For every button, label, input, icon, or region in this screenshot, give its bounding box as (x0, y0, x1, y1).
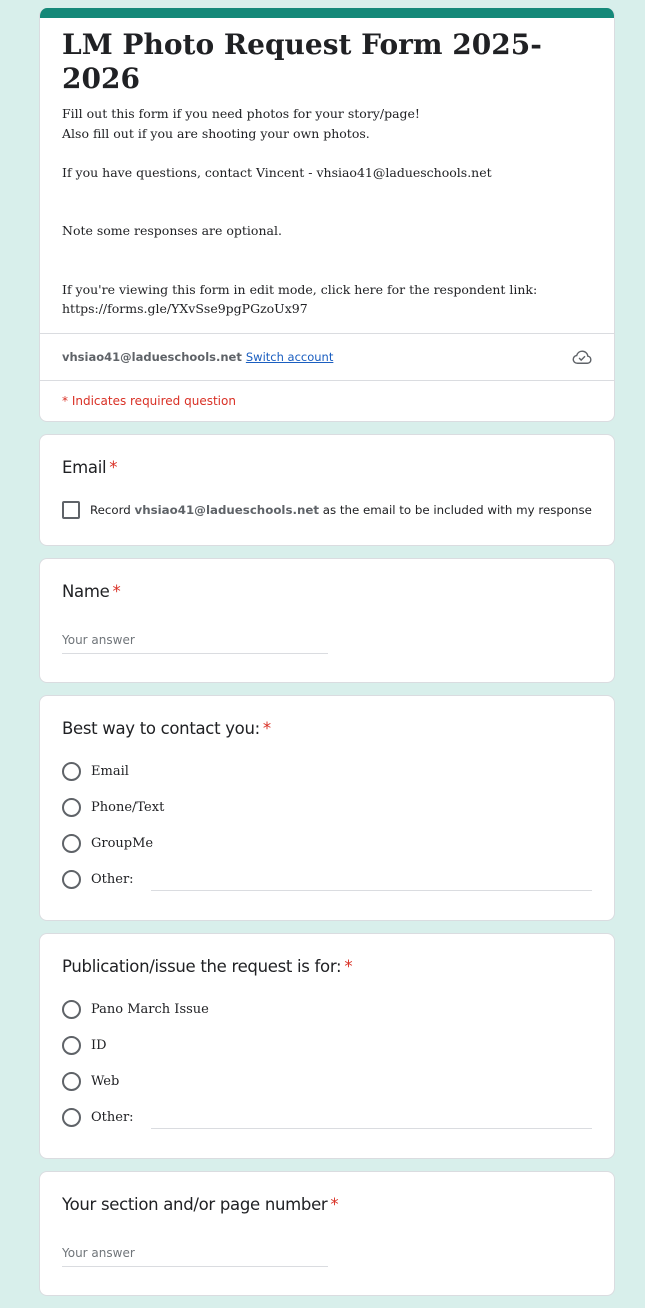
required-star: * (262, 718, 271, 738)
question-title (62, 457, 592, 479)
radio-option-email[interactable] (62, 754, 592, 790)
question-title (62, 1194, 592, 1216)
radio-option-pano[interactable] (62, 992, 592, 1028)
radio-option-id[interactable] (62, 1028, 592, 1064)
record-email-checkbox[interactable] (62, 501, 80, 519)
radio-label: Email (91, 764, 129, 779)
required-star: * (109, 457, 118, 477)
description-line: Fill out this form if you need photos for your story/page! (62, 106, 420, 121)
radio-label: Phone/Text (91, 800, 165, 815)
radio-option-web[interactable] (62, 1064, 592, 1100)
question-title-text: Best way to contact you: (62, 718, 260, 738)
question-title-text: Name (62, 581, 110, 601)
record-email-option[interactable] (62, 501, 592, 519)
radio-button[interactable] (62, 1108, 81, 1127)
description-line: Also fill out if you are shooting your own photos. (62, 125, 370, 141)
switch-account-link[interactable]: Switch account (245, 349, 334, 364)
respondent-link[interactable]: https://forms.gle/YXvSse9pgPGzoUx97 (62, 301, 308, 316)
required-star: * (112, 581, 121, 601)
radio-label: Other: (91, 1110, 134, 1125)
question-title (62, 718, 592, 740)
other-text-input[interactable] (151, 1109, 592, 1129)
radio-option-phone[interactable] (62, 790, 592, 826)
radio-button[interactable] (62, 870, 81, 889)
description-line: Note some responses are optional. (62, 223, 282, 238)
account-row (40, 333, 614, 380)
radio-group (62, 992, 592, 1136)
radio-button[interactable] (62, 798, 81, 817)
other-text-input[interactable] (151, 871, 592, 891)
record-prefix: Record (90, 502, 131, 517)
radio-button[interactable] (62, 1036, 81, 1055)
radio-button[interactable] (62, 1072, 81, 1091)
radio-label: Web (91, 1074, 120, 1089)
header-accent-bar (40, 8, 614, 18)
radio-label: GroupMe (91, 836, 154, 851)
radio-label: Other: (91, 872, 134, 887)
name-question-card (39, 558, 615, 683)
form-title: LM Photo Request Form 2025-2026 (62, 28, 542, 95)
description-line: If you're viewing this form in edit mode, click here for the respondent link: (62, 281, 538, 297)
radio-button[interactable] (62, 1000, 81, 1019)
account-email: vhsiao41@ladueschools.net (62, 349, 242, 364)
radio-button[interactable] (62, 834, 81, 853)
description-line (62, 260, 592, 280)
required-note: * Indicates required question (40, 380, 614, 421)
radio-option-other[interactable] (62, 1100, 592, 1136)
radio-label: ID (91, 1038, 107, 1053)
section-input[interactable] (62, 1246, 328, 1267)
record-suffix: as the email to be included with my response (322, 502, 592, 517)
description-line: If you have questions, contact Vincent - vhsiao41@ladueschools.net (62, 164, 492, 180)
radio-option-groupme[interactable] (62, 826, 592, 862)
question-title-text: Your section and/or page number (62, 1194, 328, 1214)
contact-question-card (39, 695, 615, 921)
description-line (62, 241, 592, 261)
cloud-done-icon (572, 348, 592, 366)
question-title (62, 956, 592, 978)
form-container (39, 8, 615, 1308)
question-title-text: Publication/issue the request is for: (62, 956, 342, 976)
question-title-text: Email (62, 457, 107, 477)
section-question-card (39, 1171, 615, 1296)
radio-group (62, 754, 592, 898)
name-input[interactable] (62, 633, 328, 654)
required-star: * (344, 956, 353, 976)
form-description (62, 104, 592, 319)
form-header-card (39, 8, 615, 422)
question-title (62, 581, 592, 603)
header-body (40, 18, 614, 333)
required-star: * (330, 1194, 339, 1214)
radio-label: Pano March Issue (91, 1002, 209, 1017)
description-line (62, 202, 592, 222)
publication-question-card (39, 933, 615, 1159)
email-question-card (39, 434, 615, 546)
description-line (62, 182, 592, 202)
radio-option-other[interactable] (62, 862, 592, 898)
description-line (62, 143, 592, 163)
record-email: vhsiao41@ladueschools.net (134, 502, 320, 517)
radio-button[interactable] (62, 762, 81, 781)
